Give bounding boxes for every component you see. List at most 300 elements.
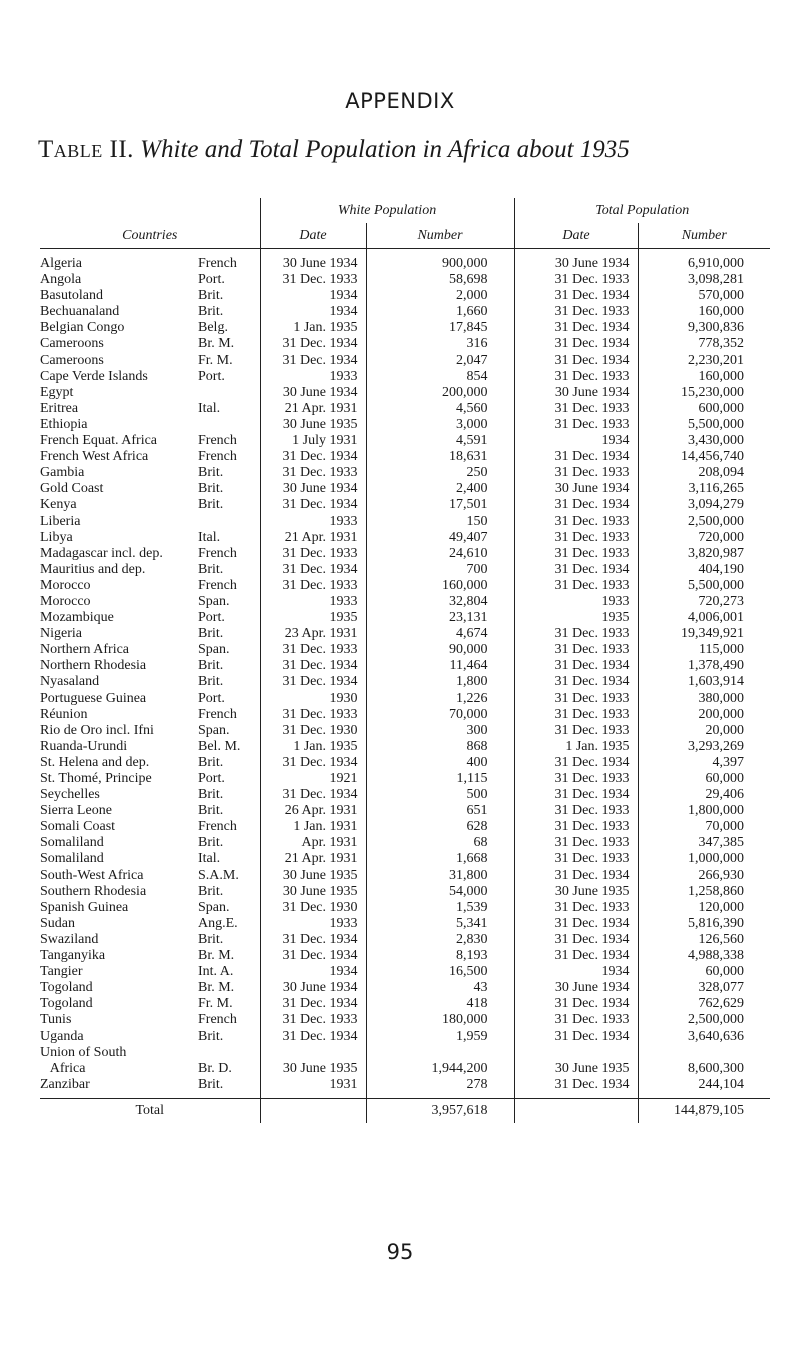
owner-cell: S.A.M. bbox=[198, 867, 239, 883]
country-cell: Union of South bbox=[40, 1044, 127, 1060]
white-date-cell: 31 Dec. 1933 bbox=[260, 546, 366, 562]
white-number-cell: 4,674 bbox=[366, 626, 514, 642]
total-number-cell: 380,000 bbox=[638, 691, 770, 707]
white-date-cell: 21 Apr. 1931 bbox=[260, 530, 366, 546]
owner-cell: Brit. bbox=[198, 465, 224, 481]
page-header: APPENDIX bbox=[345, 89, 455, 113]
total-number-cell: 778,352 bbox=[638, 336, 770, 352]
owner-cell: French bbox=[198, 819, 237, 835]
total-number-cell: 208,094 bbox=[638, 465, 770, 481]
total-number-cell: 160,000 bbox=[638, 304, 770, 320]
white-date-cell: 31 Dec. 1934 bbox=[260, 658, 366, 674]
total-number-cell: 5,500,000 bbox=[638, 578, 770, 594]
total-number-cell: 160,000 bbox=[638, 369, 770, 385]
total-number-cell: 19,349,921 bbox=[638, 626, 770, 642]
total-number-cell: 29,406 bbox=[638, 787, 770, 803]
owner-cell: Brit. bbox=[198, 288, 224, 304]
total-white-number: 3,957,618 bbox=[366, 1098, 514, 1123]
total-date-cell: 30 June 1934 bbox=[514, 385, 638, 401]
total-number-cell: 3,430,000 bbox=[638, 433, 770, 449]
total-number-cell: 14,456,740 bbox=[638, 449, 770, 465]
table-row bbox=[40, 288, 770, 304]
white-date-cell: 1 Jan. 1935 bbox=[260, 739, 366, 755]
owner-cell: Fr. M. bbox=[198, 996, 233, 1012]
total-date-cell: 31 Dec. 1933 bbox=[514, 530, 638, 546]
table-row bbox=[40, 336, 770, 352]
white-date-cell: 1933 bbox=[260, 514, 366, 530]
white-date-cell: 31 Dec. 1934 bbox=[260, 996, 366, 1012]
white-number-cell: 90,000 bbox=[366, 642, 514, 658]
table-title bbox=[38, 136, 778, 164]
white-date-cell: 1934 bbox=[260, 964, 366, 980]
owner-cell: Br. M. bbox=[198, 336, 235, 352]
country-cell: Northern Rhodesia bbox=[40, 658, 147, 674]
header-total-date: Date bbox=[514, 223, 638, 249]
white-number-cell: 500 bbox=[366, 787, 514, 803]
white-date-cell: 31 Dec. 1933 bbox=[260, 1012, 366, 1028]
country-cell: Cameroons bbox=[40, 336, 104, 352]
white-date-cell: Apr. 1931 bbox=[260, 835, 366, 851]
owner-cell: Port. bbox=[198, 610, 225, 626]
total-date-cell: 31 Dec. 1933 bbox=[514, 642, 638, 658]
owner-cell: Ang.E. bbox=[198, 915, 238, 931]
page-number: 95 bbox=[386, 1240, 414, 1264]
white-number-cell: 23,131 bbox=[366, 610, 514, 626]
country-cell: Rio de Oro incl. Ifni bbox=[40, 722, 154, 738]
table-row bbox=[40, 996, 770, 1012]
white-number-cell: 400 bbox=[366, 755, 514, 771]
white-date-cell: 31 Dec. 1930 bbox=[260, 900, 366, 916]
white-number-cell: 8,193 bbox=[366, 948, 514, 964]
table-row bbox=[40, 851, 770, 867]
total-number-cell: 4,397 bbox=[638, 755, 770, 771]
total-date-cell: 31 Dec. 1933 bbox=[514, 835, 638, 851]
total-date-cell: 31 Dec. 1933 bbox=[514, 771, 638, 787]
total-date-cell: 30 June 1934 bbox=[514, 980, 638, 996]
total-number-cell: 2,500,000 bbox=[638, 514, 770, 530]
table-body bbox=[40, 249, 770, 1099]
total-date-cell: 31 Dec. 1933 bbox=[514, 803, 638, 819]
total-date-cell: 31 Dec. 1933 bbox=[514, 304, 638, 320]
owner-cell: French bbox=[198, 577, 237, 593]
total-date-cell: 31 Dec. 1934 bbox=[514, 916, 638, 932]
owner-cell: Span. bbox=[198, 899, 230, 915]
total-number-cell: 328,077 bbox=[638, 980, 770, 996]
white-date-cell: 31 Dec. 1933 bbox=[260, 642, 366, 658]
header-countries: Countries bbox=[40, 223, 260, 249]
total-date-cell: 31 Dec. 1934 bbox=[514, 996, 638, 1012]
total-date-cell: 30 June 1934 bbox=[514, 481, 638, 497]
total-date-cell: 31 Dec. 1934 bbox=[514, 658, 638, 674]
white-date-cell: 31 Dec. 1934 bbox=[260, 336, 366, 352]
table-row bbox=[40, 530, 770, 546]
table-row bbox=[40, 369, 770, 385]
owner-cell: Brit. bbox=[198, 1076, 224, 1092]
country-cell: Togoland bbox=[40, 996, 93, 1012]
total-number-cell: 404,190 bbox=[638, 562, 770, 578]
country-cell: Kenya bbox=[40, 497, 77, 513]
table-row bbox=[40, 1029, 770, 1045]
owner-cell: Span. bbox=[198, 593, 230, 609]
white-date-cell: 1 Jan. 1931 bbox=[260, 819, 366, 835]
table-row bbox=[40, 433, 770, 449]
total-date-cell: 30 June 1935 bbox=[514, 884, 638, 900]
total-date-cell: 31 Dec. 1933 bbox=[514, 369, 638, 385]
table-row bbox=[40, 787, 770, 803]
total-number-cell: 720,273 bbox=[638, 594, 770, 610]
white-number-cell: 4,560 bbox=[366, 401, 514, 417]
total-date-cell: 1933 bbox=[514, 594, 638, 610]
country-cell: Libya bbox=[40, 529, 73, 545]
white-number-cell: 43 bbox=[366, 980, 514, 996]
owner-cell: Brit. bbox=[198, 626, 224, 642]
country-cell: Nyasaland bbox=[40, 674, 100, 690]
table-row bbox=[40, 249, 770, 273]
table-row bbox=[40, 964, 770, 980]
table-row bbox=[40, 481, 770, 497]
white-number-cell: 316 bbox=[366, 336, 514, 352]
white-date-cell: 31 Dec. 1930 bbox=[260, 723, 366, 739]
white-number-cell: 3,000 bbox=[366, 417, 514, 433]
country-cell: Portuguese Guinea bbox=[40, 690, 147, 706]
table-row bbox=[40, 835, 770, 851]
country-cell: Belgian Congo bbox=[40, 320, 125, 336]
country-cell: Madagascar incl. dep. bbox=[40, 545, 163, 561]
total-number-cell: 70,000 bbox=[638, 819, 770, 835]
population-table bbox=[40, 198, 770, 1123]
total-number-cell: 1,258,860 bbox=[638, 884, 770, 900]
country-cell: Ruanda-Urundi bbox=[40, 738, 128, 754]
total-white-date bbox=[260, 1098, 366, 1123]
total-number-cell: 1,603,914 bbox=[638, 674, 770, 690]
white-number-cell: 11,464 bbox=[366, 658, 514, 674]
country-cell: Somaliland bbox=[40, 835, 104, 851]
white-date-cell: 31 Dec. 1934 bbox=[260, 1029, 366, 1045]
country-cell: Cameroons bbox=[40, 352, 104, 368]
total-date-cell: 31 Dec. 1933 bbox=[514, 578, 638, 594]
total-number-cell: 4,988,338 bbox=[638, 948, 770, 964]
total-date-cell: 31 Dec. 1933 bbox=[514, 417, 638, 433]
table-row bbox=[40, 723, 770, 739]
total-number-cell: 60,000 bbox=[638, 771, 770, 787]
table-row bbox=[40, 980, 770, 996]
country-cell: Northern Africa bbox=[40, 642, 130, 658]
total-date-cell: 30 June 1934 bbox=[514, 249, 638, 273]
table-row bbox=[40, 1061, 770, 1077]
white-date-cell: 31 Dec. 1934 bbox=[260, 948, 366, 964]
owner-cell: Br. D. bbox=[198, 1060, 232, 1076]
table-row bbox=[40, 272, 770, 288]
total-total-date bbox=[514, 1098, 638, 1123]
owner-cell: Brit. bbox=[198, 674, 224, 690]
country-cell: Seychelles bbox=[40, 787, 100, 803]
white-date-cell: 1933 bbox=[260, 916, 366, 932]
owner-cell: Ital. bbox=[198, 529, 221, 545]
table-row bbox=[40, 916, 770, 932]
total-date-cell: 31 Dec. 1934 bbox=[514, 320, 638, 336]
white-date-cell bbox=[260, 1045, 366, 1061]
white-number-cell: 200,000 bbox=[366, 385, 514, 401]
country-cell: Tanganyika bbox=[40, 948, 106, 964]
country-cell: Mauritius and dep. bbox=[40, 561, 146, 577]
table-row bbox=[40, 1045, 770, 1061]
table-row bbox=[40, 658, 770, 674]
owner-cell: Brit. bbox=[198, 658, 224, 674]
total-date-cell: 31 Dec. 1933 bbox=[514, 1012, 638, 1028]
white-number-cell: 2,400 bbox=[366, 481, 514, 497]
white-number-cell: 180,000 bbox=[366, 1012, 514, 1028]
total-number-cell: 5,816,390 bbox=[638, 916, 770, 932]
table-row bbox=[40, 900, 770, 916]
country-cell: Uganda bbox=[40, 1028, 84, 1044]
white-date-cell: 1931 bbox=[260, 1077, 366, 1099]
total-number-cell: 3,098,281 bbox=[638, 272, 770, 288]
total-date-cell: 31 Dec. 1933 bbox=[514, 851, 638, 867]
white-number-cell: 49,407 bbox=[366, 530, 514, 546]
owner-cell: Brit. bbox=[198, 803, 224, 819]
white-number-cell: 1,539 bbox=[366, 900, 514, 916]
owner-cell: Ital. bbox=[198, 851, 221, 867]
total-number-cell: 600,000 bbox=[638, 401, 770, 417]
white-number-cell: 54,000 bbox=[366, 884, 514, 900]
white-number-cell: 24,610 bbox=[366, 546, 514, 562]
country-cell: Morocco bbox=[40, 593, 91, 609]
country-cell: Algeria bbox=[40, 256, 82, 271]
white-date-cell: 30 June 1935 bbox=[260, 884, 366, 900]
owner-cell: Ital. bbox=[198, 400, 221, 416]
total-date-cell: 31 Dec. 1934 bbox=[514, 336, 638, 352]
total-number-cell: 3,640,636 bbox=[638, 1029, 770, 1045]
owner-cell: Brit. bbox=[198, 787, 224, 803]
table-subtitle: White and Total Population in Africa about 1935 bbox=[140, 136, 630, 163]
white-date-cell: 30 June 1935 bbox=[260, 1061, 366, 1077]
total-date-cell: 31 Dec. 1934 bbox=[514, 755, 638, 771]
owner-cell: French bbox=[198, 256, 237, 271]
total-number-cell: 8,600,300 bbox=[638, 1061, 770, 1077]
total-number-cell: 1,000,000 bbox=[638, 851, 770, 867]
table-row bbox=[40, 465, 770, 481]
total-date-cell: 31 Dec. 1933 bbox=[514, 272, 638, 288]
owner-cell: Int. A. bbox=[198, 964, 234, 980]
total-date-cell: 30 June 1935 bbox=[514, 1061, 638, 1077]
country-cell: Liberia bbox=[40, 513, 81, 529]
table-row bbox=[40, 1012, 770, 1028]
white-date-cell: 1934 bbox=[260, 304, 366, 320]
country-cell: Somaliland bbox=[40, 851, 104, 867]
total-date-cell: 31 Dec. 1934 bbox=[514, 562, 638, 578]
header-white-number: Number bbox=[366, 223, 514, 249]
table-row bbox=[40, 304, 770, 320]
owner-cell: Port. bbox=[198, 771, 225, 786]
table-row bbox=[40, 514, 770, 530]
total-number-cell: 6,910,000 bbox=[638, 249, 770, 273]
country-cell: Sudan bbox=[40, 915, 75, 931]
white-number-cell: 250 bbox=[366, 465, 514, 481]
total-date-cell: 1935 bbox=[514, 610, 638, 626]
owner-cell: Span. bbox=[198, 722, 230, 738]
table-row bbox=[40, 771, 770, 787]
country-cell: Cape Verde Islands bbox=[40, 368, 148, 384]
country-cell: Mozambique bbox=[40, 610, 114, 626]
table-row bbox=[40, 578, 770, 594]
country-cell: Egypt bbox=[40, 384, 74, 400]
country-cell: French Equat. Africa bbox=[40, 433, 158, 449]
owner-cell: French bbox=[198, 545, 237, 561]
table-row bbox=[40, 819, 770, 835]
white-date-cell: 31 Dec. 1934 bbox=[260, 353, 366, 369]
total-date-cell: 31 Dec. 1934 bbox=[514, 288, 638, 304]
white-date-cell: 30 June 1934 bbox=[260, 249, 366, 273]
total-date-cell: 31 Dec. 1933 bbox=[514, 465, 638, 481]
white-number-cell: 1,226 bbox=[366, 691, 514, 707]
white-number-cell: 300 bbox=[366, 723, 514, 739]
white-date-cell: 30 June 1935 bbox=[260, 868, 366, 884]
table-row bbox=[40, 546, 770, 562]
table-row bbox=[40, 642, 770, 658]
table-label: Table II. bbox=[38, 136, 134, 163]
total-date-cell: 31 Dec. 1934 bbox=[514, 1077, 638, 1099]
white-number-cell: 16,500 bbox=[366, 964, 514, 980]
total-date-cell: 1934 bbox=[514, 964, 638, 980]
table-row bbox=[40, 1077, 770, 1099]
white-date-cell: 1921 bbox=[260, 771, 366, 787]
white-date-cell: 23 Apr. 1931 bbox=[260, 626, 366, 642]
total-date-cell: 31 Dec. 1934 bbox=[514, 787, 638, 803]
country-cell: Tangier bbox=[40, 964, 83, 980]
owner-cell: Br. M. bbox=[198, 948, 235, 964]
country-cell: Sierra Leone bbox=[40, 803, 112, 819]
owner-cell: Brit. bbox=[198, 497, 224, 513]
total-number-cell: 3,116,265 bbox=[638, 481, 770, 497]
total-number-cell: 1,800,000 bbox=[638, 803, 770, 819]
white-number-cell: 17,501 bbox=[366, 497, 514, 513]
total-number-cell: 126,560 bbox=[638, 932, 770, 948]
total-date-cell: 31 Dec. 1933 bbox=[514, 707, 638, 723]
total-number-cell: 3,820,987 bbox=[638, 546, 770, 562]
total-date-cell: 31 Dec. 1934 bbox=[514, 497, 638, 513]
total-label: Total bbox=[40, 1098, 260, 1123]
total-number-cell: 4,006,001 bbox=[638, 610, 770, 626]
white-date-cell: 31 Dec. 1934 bbox=[260, 497, 366, 513]
white-date-cell: 31 Dec. 1933 bbox=[260, 272, 366, 288]
owner-cell: Brit. bbox=[198, 1028, 224, 1044]
total-number-cell: 762,629 bbox=[638, 996, 770, 1012]
owner-cell: Brit. bbox=[198, 304, 224, 320]
white-number-cell: 1,959 bbox=[366, 1029, 514, 1045]
total-number-cell: 60,000 bbox=[638, 964, 770, 980]
white-number-cell: 628 bbox=[366, 819, 514, 835]
owner-cell bbox=[198, 385, 260, 401]
white-number-cell: 651 bbox=[366, 803, 514, 819]
table-row bbox=[40, 739, 770, 755]
total-date-cell: 31 Dec. 1934 bbox=[514, 932, 638, 948]
total-date-cell: 31 Dec. 1933 bbox=[514, 546, 638, 562]
total-total-number: 144,879,105 bbox=[638, 1098, 770, 1123]
white-number-cell: 5,341 bbox=[366, 916, 514, 932]
country-cell: Togoland bbox=[40, 980, 93, 996]
owner-cell: Bel. M. bbox=[198, 738, 241, 754]
country-cell: Eritrea bbox=[40, 400, 79, 416]
white-number-cell: 900,000 bbox=[366, 249, 514, 273]
white-number-cell: 70,000 bbox=[366, 707, 514, 723]
owner-cell bbox=[198, 417, 260, 433]
white-date-cell: 1 Jan. 1935 bbox=[260, 320, 366, 336]
total-date-cell: 31 Dec. 1934 bbox=[514, 868, 638, 884]
white-number-cell: 2,047 bbox=[366, 353, 514, 369]
white-date-cell: 31 Dec. 1934 bbox=[260, 787, 366, 803]
table-row bbox=[40, 497, 770, 513]
owner-cell bbox=[198, 1045, 260, 1061]
white-number-cell bbox=[366, 1045, 514, 1061]
white-number-cell: 18,631 bbox=[366, 449, 514, 465]
total-date-cell bbox=[514, 1045, 638, 1061]
table-row bbox=[40, 320, 770, 336]
total-number-cell: 15,230,000 bbox=[638, 385, 770, 401]
country-cell: St. Thomé, Principe bbox=[40, 771, 152, 786]
white-number-cell: 1,944,200 bbox=[366, 1061, 514, 1077]
white-date-cell: 30 June 1934 bbox=[260, 980, 366, 996]
white-date-cell: 21 Apr. 1931 bbox=[260, 401, 366, 417]
white-number-cell: 2,830 bbox=[366, 932, 514, 948]
total-date-cell: 31 Dec. 1933 bbox=[514, 723, 638, 739]
white-date-cell: 1930 bbox=[260, 691, 366, 707]
white-date-cell: 31 Dec. 1934 bbox=[260, 932, 366, 948]
white-date-cell: 26 Apr. 1931 bbox=[260, 803, 366, 819]
total-date-cell: 31 Dec. 1933 bbox=[514, 691, 638, 707]
white-date-cell: 31 Dec. 1934 bbox=[260, 562, 366, 578]
white-number-cell: 160,000 bbox=[366, 578, 514, 594]
country-cell: Gambia bbox=[40, 465, 85, 481]
table-row bbox=[40, 562, 770, 578]
owner-cell: Port. bbox=[198, 690, 225, 706]
white-date-cell: 31 Dec. 1934 bbox=[260, 755, 366, 771]
white-date-cell: 1 July 1931 bbox=[260, 433, 366, 449]
table-row bbox=[40, 755, 770, 771]
owner-cell: Belg. bbox=[198, 320, 228, 336]
header-total-number: Number bbox=[638, 223, 770, 249]
total-number-cell: 3,094,279 bbox=[638, 497, 770, 513]
table-row bbox=[40, 948, 770, 964]
owner-cell: Br. M. bbox=[198, 980, 235, 996]
white-number-cell: 418 bbox=[366, 996, 514, 1012]
owner-cell: Brit. bbox=[198, 835, 224, 851]
total-number-cell: 266,930 bbox=[638, 868, 770, 884]
country-cell: Somali Coast bbox=[40, 819, 116, 835]
owner-cell: Brit. bbox=[198, 883, 224, 899]
country-cell: Morocco bbox=[40, 577, 91, 593]
white-number-cell: 4,591 bbox=[366, 433, 514, 449]
country-cell: Africa bbox=[40, 1060, 86, 1076]
owner-cell: Brit. bbox=[198, 754, 224, 770]
total-date-cell: 31 Dec. 1933 bbox=[514, 401, 638, 417]
country-cell: St. Helena and dep. bbox=[40, 754, 150, 770]
country-cell: Bechuanaland bbox=[40, 304, 120, 320]
total-number-cell: 347,385 bbox=[638, 835, 770, 851]
owner-cell: Brit. bbox=[198, 481, 224, 497]
table-row bbox=[40, 674, 770, 690]
white-number-cell: 68 bbox=[366, 835, 514, 851]
table-row bbox=[40, 691, 770, 707]
white-date-cell: 1934 bbox=[260, 288, 366, 304]
owner-cell: French bbox=[198, 449, 237, 465]
white-date-cell: 31 Dec. 1933 bbox=[260, 578, 366, 594]
total-number-cell: 9,300,836 bbox=[638, 320, 770, 336]
white-number-cell: 1,800 bbox=[366, 674, 514, 690]
total-date-cell: 1 Jan. 1935 bbox=[514, 739, 638, 755]
table-row bbox=[40, 353, 770, 369]
table-row bbox=[40, 868, 770, 884]
table-row bbox=[40, 385, 770, 401]
